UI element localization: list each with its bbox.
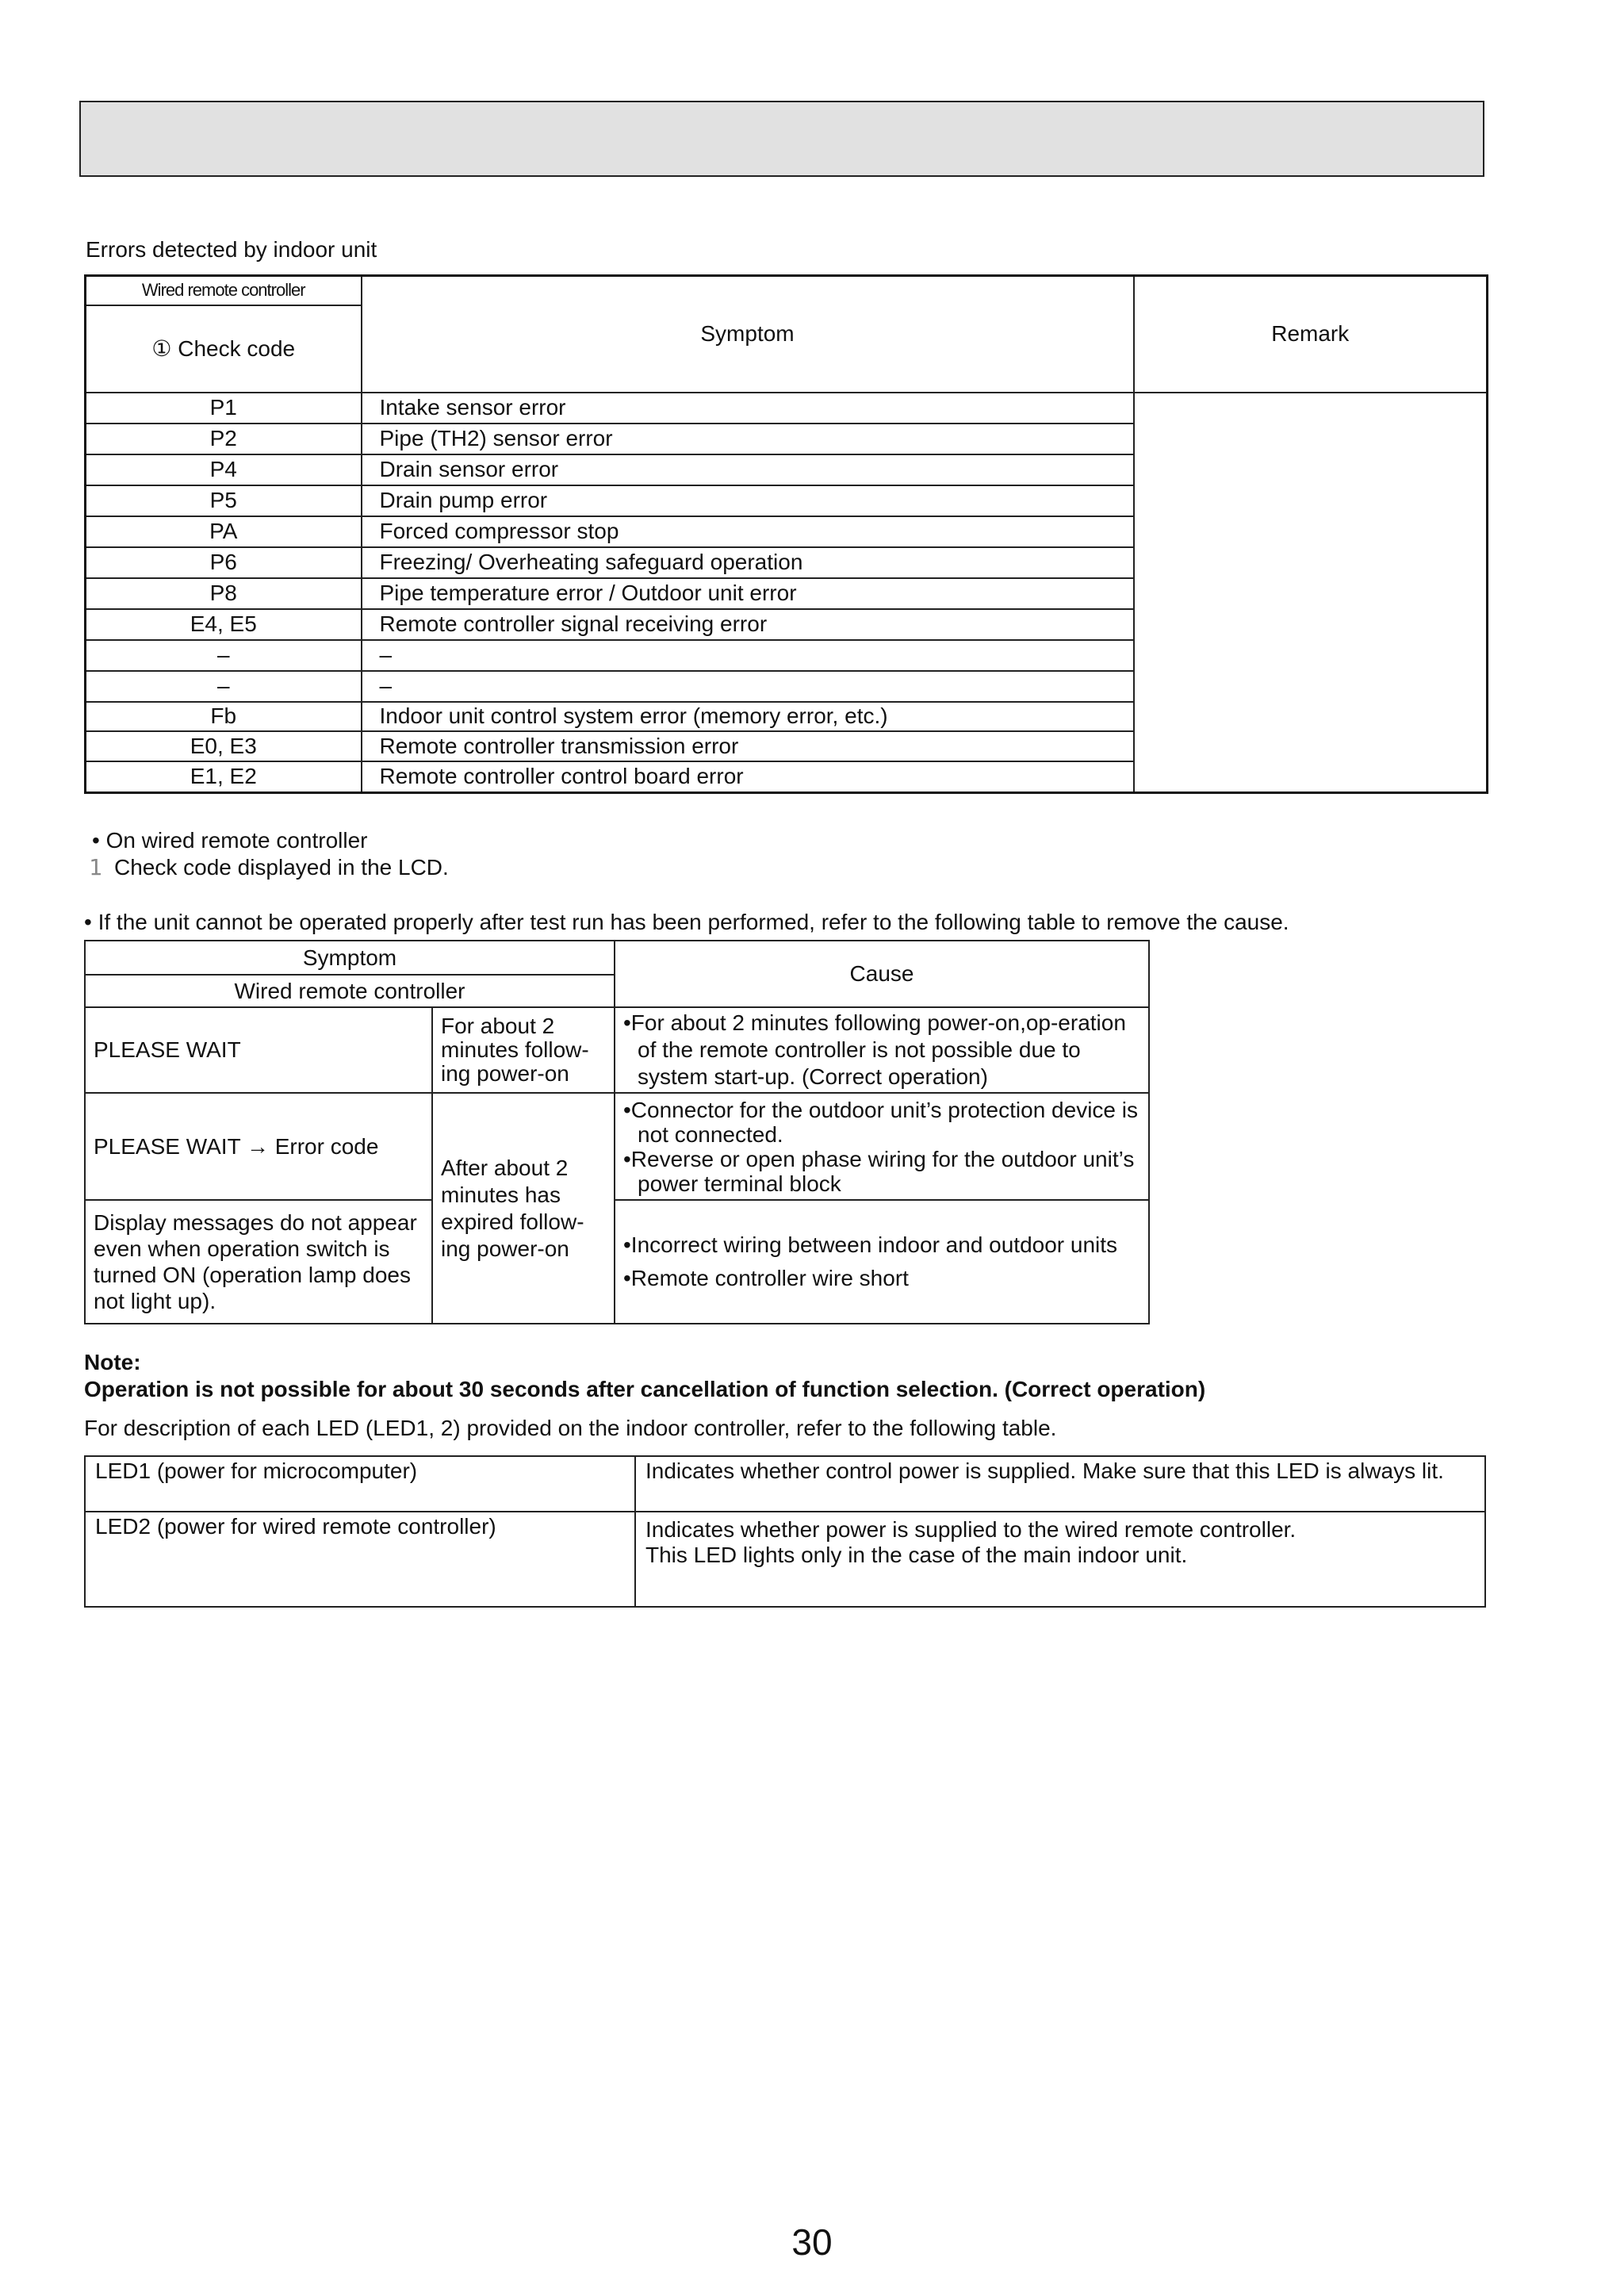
cause-item: •Remote controller wire short: [623, 1266, 909, 1290]
error-symptom: Drain pump error: [362, 485, 1134, 516]
error-symptom: Remote controller control board error: [362, 761, 1134, 793]
led-description: Indicates whether control power is supplied. Make sure that this LED is always lit.: [635, 1456, 1485, 1512]
error-symptom: Intake sensor error: [362, 393, 1134, 424]
error-code: P8: [86, 578, 362, 609]
note-wired-rc: • On wired remote controller: [92, 828, 368, 853]
error-symptom: Remote controller signal receiving error: [362, 609, 1134, 640]
error-symptom: –: [362, 640, 1134, 671]
led-description-line2: This LED lights only in the case of the main indoor unit.: [645, 1543, 1188, 1567]
error-code: E4, E5: [86, 609, 362, 640]
note-label: Note:: [84, 1350, 141, 1374]
rc-timing: For about 2 minutes follow-ing power-on: [432, 1007, 615, 1093]
symptom-header: Symptom: [85, 941, 615, 975]
section3-intro: For description of each LED (LED1, 2) provided on the indoor controller, refer to the following table.: [84, 1416, 1057, 1440]
remark-header: Remark: [1134, 276, 1488, 393]
wired-rc-header: Wired remote controller: [86, 276, 362, 305]
wired-rc-header: Wired remote controller: [85, 975, 615, 1007]
error-symptom: Freezing/ Overheating safeguard operation: [362, 547, 1134, 578]
cause-cell: [615, 1093, 1149, 1200]
cause-item: •For about 2 minutes following power-on,op-eration of the remote controller is not possible due to system start-up. (Correct operation): [623, 1010, 1126, 1089]
table-row: [85, 1093, 1149, 1200]
error-symptom: Pipe temperature error / Outdoor unit error: [362, 578, 1134, 609]
page-number: 30: [791, 2221, 833, 2263]
rc-display: PLEASE WAIT → Error code: [85, 1093, 432, 1200]
cause-cell: [615, 1200, 1149, 1324]
indoor-error-table: [84, 274, 1488, 794]
error-symptom: Indoor unit control system error (memory error, etc.): [362, 702, 1134, 731]
error-code: E1, E2: [86, 761, 362, 793]
table-row: [85, 1512, 1485, 1607]
error-symptom: Remote controller transmission error: [362, 731, 1134, 761]
note-text: Operation is not possible for about 30 seconds after cancellation of function selection. (Correct operation): [84, 1377, 1206, 1401]
section-header-bar: [79, 101, 1484, 177]
error-symptom: –: [362, 671, 1134, 702]
led-name: LED1 (power for microcomputer): [85, 1456, 635, 1512]
cause-item: •Reverse or open phase wiring for the outdoor unit’s power terminal block: [623, 1146, 1135, 1196]
rc-display: PLEASE WAIT: [85, 1007, 432, 1093]
troubleshooting-table: [84, 940, 1150, 1324]
led-description-line1: Indicates whether power is supplied to the wired remote controller.: [645, 1517, 1297, 1542]
error-code: PA: [86, 516, 362, 547]
error-code: –: [86, 671, 362, 702]
table-header-row: [85, 941, 1149, 975]
error-code: –: [86, 640, 362, 671]
error-code: P5: [86, 485, 362, 516]
rc-timing: After about 2 minutes has expired follow-ing power-on: [432, 1093, 615, 1324]
table-row: [86, 393, 1488, 424]
table-row: [85, 1456, 1485, 1512]
check-code-header: ① Check code: [86, 305, 362, 393]
section1-title: Errors detected by indoor unit: [86, 237, 377, 262]
error-code: P4: [86, 454, 362, 485]
led-description: [635, 1512, 1485, 1607]
led-name: LED2 (power for wired remote controller): [85, 1512, 635, 1607]
cause-cell: [615, 1007, 1149, 1093]
table-row: [85, 1200, 1149, 1324]
note-check-code-lcd: Check code displayed in the LCD.: [114, 855, 449, 880]
cause-item: •Connector for the outdoor unit’s protection device is not connected.: [623, 1097, 1138, 1147]
led-table: [84, 1455, 1486, 1608]
error-code: Fb: [86, 702, 362, 731]
error-code: P1: [86, 393, 362, 424]
remark-cell: [1134, 393, 1488, 793]
section2-intro: • If the unit cannot be operated properly after test run has been performed, refer to the following table to remove the cause.: [84, 910, 1289, 934]
error-symptom: Forced compressor stop: [362, 516, 1134, 547]
error-code: P6: [86, 547, 362, 578]
symptom-header: Symptom: [362, 276, 1134, 393]
cause-item: •Incorrect wiring between indoor and outdoor units: [623, 1232, 1118, 1257]
rc-display: Display messages do not appear even when operation switch is turned ON (operation lamp does not light up).: [85, 1200, 432, 1324]
error-code: E0, E3: [86, 731, 362, 761]
error-code: P2: [86, 424, 362, 454]
cause-header: Cause: [615, 941, 1149, 1007]
error-symptom: Pipe (TH2) sensor error: [362, 424, 1134, 454]
note-number: 1: [89, 854, 102, 880]
table-row: [85, 1007, 1149, 1093]
table-header-row: [86, 276, 1488, 305]
error-symptom: Drain sensor error: [362, 454, 1134, 485]
